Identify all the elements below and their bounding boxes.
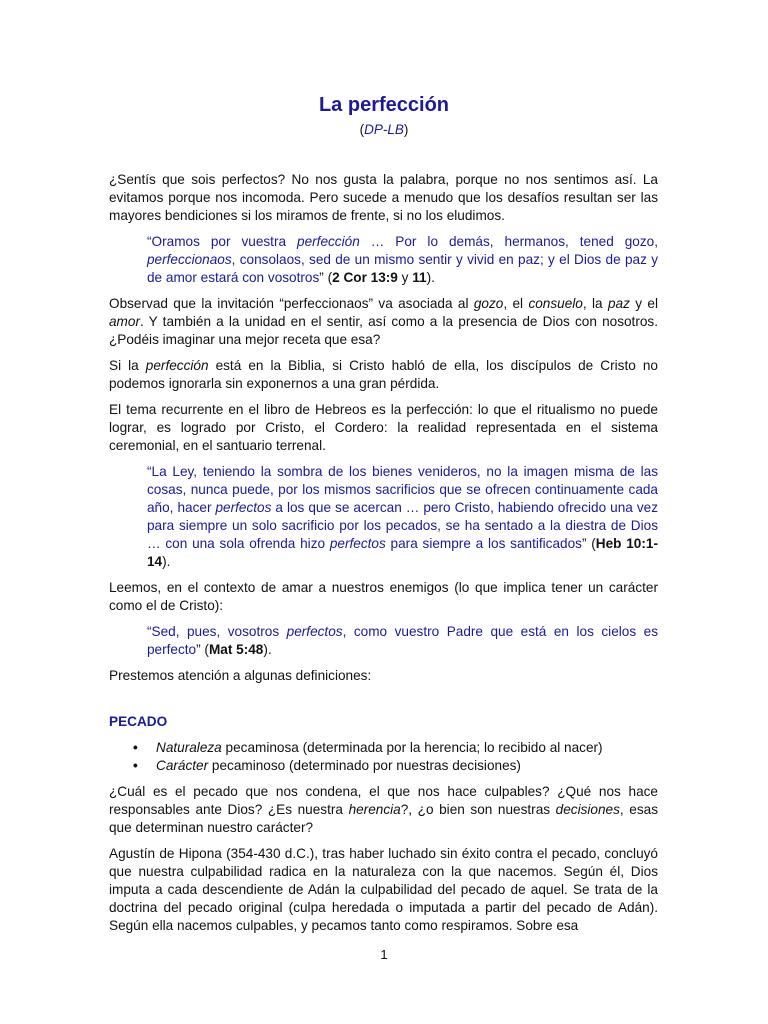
text-run: ¿Cuál es el pecado que nos condena, el que nos hace culpables? ¿Qué nos hace responsables ante Dios? ¿Es nuestra (109, 784, 658, 817)
text-run: está en la Biblia, si Cristo habló de ella, los discípulos de Cristo no podemos ignorarla sin exponernos a una gran pérdida. (109, 358, 658, 391)
quote-emphasis: perfectos (286, 624, 343, 639)
quote-text: , consolaos, sed de un mismo sentir y vivid en paz; y el Dios de paz y de amor estará con vosotros (147, 252, 658, 285)
text-run: Si la (109, 358, 146, 373)
bullet-list (109, 739, 658, 775)
text-run: Observad que la invitación “perfeccionaos” va asociada al (109, 296, 474, 311)
page-number: 1 (380, 947, 388, 962)
quote-text: “Oramos por vuestra (147, 234, 298, 249)
text-run: , la (582, 296, 608, 311)
emphasis: paz (607, 296, 630, 311)
quote-text: “La Ley, teniendo la sombra de los bienes venideros, no la imagen misma de las cosas, nunca puede, por los mismos sacrificios que se ofrecen continuamente cada año, hacer (147, 464, 658, 515)
reference-end: ). (162, 554, 171, 569)
quote-close: ” ( (196, 642, 209, 657)
quote-close: ” ( (319, 270, 333, 285)
paragraph-augustine: Agustín de Hipona (354-430 d.C.), tras haber luchado sin éxito contra el pecado, concluyó que nuestra culpabilidad radica en la naturaleza con la que nacemos. Según él, Dios imputa a cada descendiente de Adán la culpabilidad del pecado de aquel. Se trata de la doctrina del pecado original (culpa heredada o imputada a partir del pecado de Adán). Según ella nacemos culpables, y pecamos tanto como respiramos. Sobre esa (109, 846, 658, 933)
bullet-term: Naturaleza (156, 740, 222, 755)
bullet-item (156, 739, 658, 757)
reference-end: ). (426, 270, 435, 285)
text-run: y el (629, 296, 658, 311)
emphasis: amor (109, 314, 140, 329)
document-body (109, 171, 658, 943)
document-title: La perfección (318, 94, 450, 116)
section-heading-pecado: PECADO (109, 714, 168, 729)
quote-hebrews (147, 463, 658, 571)
quote-text: para siempre a los santificados (385, 536, 582, 551)
subtitle-initials: DP-LB (364, 122, 404, 137)
reference-end: ). (263, 642, 272, 657)
quote-matthew (147, 623, 658, 659)
text-run: , el (503, 296, 529, 311)
text-run: ?, ¿o bien son nuestras (400, 802, 556, 817)
paragraph-intro: ¿Sentís que sois perfectos? No nos gusta la palabra, porque no nos sentimos así. La evitamos porque nos incomoda. Pero sucede a menudo que los desafíos resultan ser las mayores bendiciones si los miramos de frente, si no los eludimos. (109, 172, 658, 223)
paragraph-invitation (109, 295, 658, 349)
text-run: . Y también a la unidad en el sentir, así como a la presencia de Dios con nosotros. ¿Podéis imaginar una mejor receta que esa? (109, 314, 658, 347)
emphasis: herencia (348, 802, 401, 817)
quote-emphasis: perfectos (329, 536, 386, 551)
paragraph-enemies: Leemos, en el contexto de amar a nuestros enemigos (lo que implica tener un carácter como el de Cristo): (109, 580, 658, 613)
paragraph-questions (109, 783, 658, 837)
paragraph-bible (109, 357, 658, 393)
bible-reference: 11 (412, 270, 427, 285)
document-subtitle: (DP-LB) (359, 122, 409, 137)
quote-text: … Por lo demás, hermanos, tened gozo, (359, 234, 658, 249)
quote-emphasis: perfección (297, 234, 360, 249)
bible-reference: Heb 10:1-14 (147, 536, 658, 569)
text-run: , esas que determinan nuestro carácter? (109, 802, 658, 835)
emphasis: decisiones (555, 802, 620, 817)
quote-emphasis: perfectos (215, 500, 272, 515)
bullet-text: pecaminoso (determinado por nuestras decisiones) (208, 758, 521, 773)
quote-close: ” ( (581, 536, 596, 551)
emphasis: perfección (145, 358, 209, 373)
bible-reference: Mat 5:48 (208, 642, 264, 657)
emphasis: consuelo (528, 296, 583, 311)
paragraph-hebrews: El tema recurrente en el libro de Hebreos es la perfección: lo que el ritualismo no puede lograr, es logrado por Cristo, el Cordero: la realidad representada en el sistema ceremonial, en el santuario terrenal. (109, 402, 658, 453)
paragraph-definitions: Prestemos atención a algunas definiciones: (109, 668, 372, 683)
quote-text: a los que se acercan … pero Cristo, habiendo ofrecido una vez para siempre un solo sacrificio por los pecados, se ha sentado a la diestra de Dios … con una sola ofrenda hizo (147, 500, 659, 551)
quote-2-corinthians (147, 233, 658, 287)
quote-text: “Sed, pues, vosotros (147, 624, 287, 639)
bullet-text: pecaminosa (determinada por la herencia; lo recibido al nacer) (221, 740, 603, 755)
bible-reference: 2 Cor 13:9 (332, 270, 398, 285)
bullet-item (156, 757, 658, 775)
quote-text: , como vuestro Padre que está en los cielos es perfecto (147, 624, 658, 657)
bullet-term: Carácter (156, 758, 209, 773)
reference-conjunction: y (397, 270, 413, 285)
quote-emphasis: perfeccionaos (147, 252, 232, 267)
emphasis: gozo (473, 296, 504, 311)
